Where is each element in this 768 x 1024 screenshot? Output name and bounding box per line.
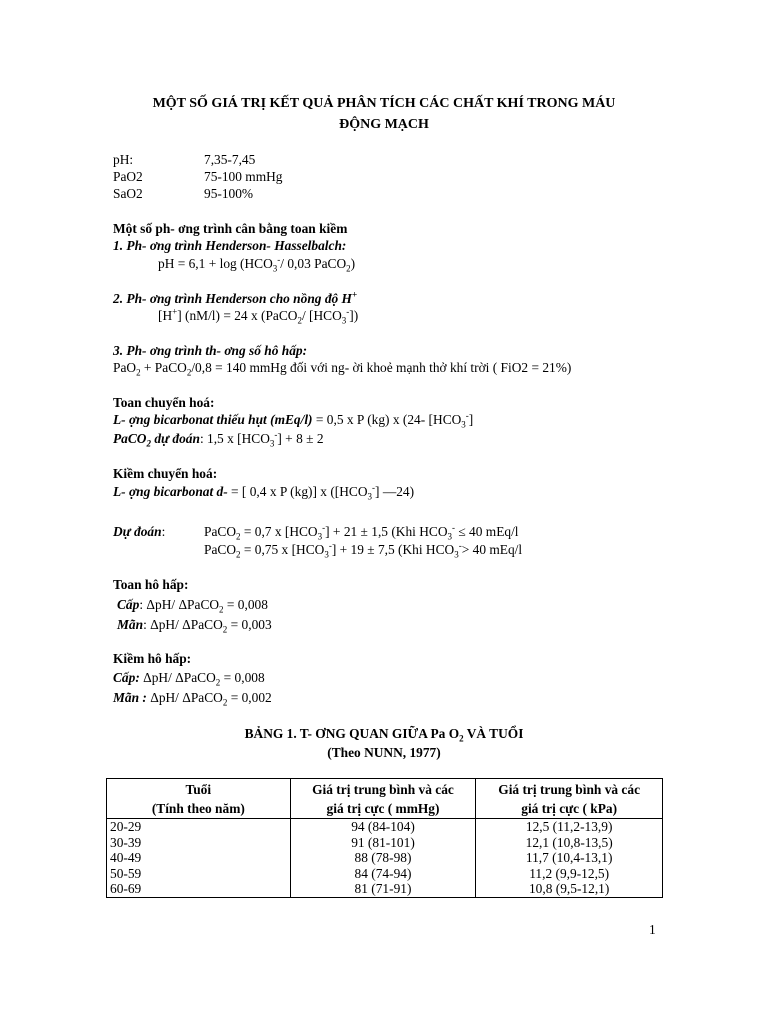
cell-mmhg: 88 (78-98)	[290, 850, 476, 866]
normal-sao2-label: SaO2	[113, 186, 143, 201]
table-row	[107, 881, 663, 897]
resp-acidosis-chronic: Mãn: ΔpH/ ΔPaCO$_2$ = 0,003	[117, 617, 272, 635]
header-age: Tuổi (Tính theo năm)	[107, 779, 291, 819]
header-kpa: Giá trị trung bình và các giá trị cực ( kPa)	[476, 779, 663, 819]
resp-alkalosis-heading: Kiềm hô hấp:	[113, 651, 192, 666]
cell-mmhg: 81 (71-91)	[290, 881, 476, 897]
resp-alkalosis-chronic: Mãn : ΔpH/ ΔPaCO$_2$ = 0,002	[113, 690, 272, 708]
header-mmhg: Giá trị trung bình và các giá trị cực ( mmHg)	[290, 779, 476, 819]
table-row	[107, 819, 663, 835]
cell-mmhg: 91 (81-101)	[290, 835, 476, 851]
cell-kpa: 12,5 (11,2-13,9)	[476, 819, 663, 835]
cell-kpa: 11,2 (9,9-12,5)	[476, 866, 663, 882]
cell-age: 50-59	[107, 866, 291, 882]
cell-age: 60-69	[107, 881, 291, 897]
normal-pao2-value: 75-100 mmHg	[204, 169, 283, 184]
cell-age: 40-49	[107, 850, 291, 866]
eq1-formula: pH = $6,1 + \log (HCO_3^-/$ 0,03 PaCO$_2$)	[158, 254, 356, 274]
table-row	[107, 866, 663, 882]
cell-mmhg: 84 (74-94)	[290, 866, 476, 882]
eq2-title: 2. Ph- ơng trình Henderson cho nồng độ H+	[113, 289, 358, 306]
table1-subtitle: (Theo NUNN, 1977)	[327, 745, 441, 760]
table1-title: BẢNG 1. T- ƠNG QUAN GIỮA Pa $O_2$ VÀ TUỔI	[244, 726, 524, 744]
bicarbonate-excess-line: L- ợng bicarbonat d- = [ 0,4 x P (kg)] x ($[HCO_3^-]$ —24)	[113, 482, 415, 502]
table-row	[107, 850, 663, 866]
bicarbonate-deficit-line: L- ợng bicarbonat thiếu hụt (mEq/l) = 0,5 x P (kg) x (24- $[HCO_3^-]$	[113, 410, 474, 430]
equations-heading: Một số ph- ơng trình cân bằng toan kiềm	[113, 221, 348, 236]
cell-kpa: 12,1 (10,8-13,5)	[476, 835, 663, 851]
paco2-predicted-line: PaCO$_2$ dự đoán: 1,5 x $[HCO_3^-] + 8 \pm 2$	[113, 429, 324, 449]
prediction-label: Dự đoán:	[113, 524, 166, 539]
normal-sao2-value: 95-100%	[204, 186, 254, 201]
table-header-row	[107, 779, 663, 819]
cell-age: 30-39	[107, 835, 291, 851]
normal-pao2-label: PaO2	[113, 169, 143, 184]
pao2-age-table	[106, 778, 663, 898]
resp-acidosis-acute: Cấp: ΔpH/ ΔPaCO$_2$ = 0,008	[117, 597, 268, 615]
cell-mmhg: 94 (84-104)	[290, 819, 476, 835]
page-title-line1: MỘT SỐ GIÁ TRỊ KẾT QUẢ PHÂN TÍCH CÁC CHẤT KHÍ TRONG MÁU	[152, 96, 616, 111]
cell-kpa: 11,7 (10,4-13,1)	[476, 850, 663, 866]
page-number: 1	[649, 922, 656, 937]
eq3-formula: PaO$_2$ + PaCO$_2$/0,8 = 140 mmHg đối với ng- ời khoẻ mạnh thở khí trời ( FiO2 = 21%)	[113, 360, 572, 378]
metabolic-acidosis-heading: Toan chuyển hoá:	[113, 395, 215, 410]
cell-age: 20-29	[107, 819, 291, 835]
prediction-line2: PaCO$_2$ = 0,75 x $[HCO_3^-] + 19 \pm 7,5$ (Khi $HCO_3^-> 40$ mEq/l	[204, 540, 523, 560]
metabolic-alkalosis-heading: Kiềm chuyển hoá:	[113, 466, 218, 481]
page-title-line2: ĐỘNG MẠCH	[339, 117, 429, 132]
cell-kpa: 10,8 (9,5-12,1)	[476, 881, 663, 897]
table-row	[107, 835, 663, 851]
resp-acidosis-heading: Toan hô hấp:	[113, 577, 189, 592]
resp-alkalosis-acute: Cấp: ΔpH/ ΔPaCO$_2$ = 0,008	[113, 670, 265, 688]
normal-ph-value: 7,35-7,45	[204, 152, 256, 167]
eq3-title: 3. Ph- ơng trình th- ơng số hô hấp:	[113, 343, 308, 358]
normal-ph-label: pH:	[113, 152, 134, 167]
prediction-line1: PaCO$_2$ = 0,7 x $[HCO_3^-] + 21 \pm 1,5$ (Khi $HCO_3^- \le 40$ mEq/l	[204, 522, 519, 542]
eq1-title: 1. Ph- ơng trình Henderson- Hasselbalch:	[113, 238, 347, 253]
eq2-formula: [H+] (nM/l) = 24 x (PaCO$_2$/ $[HCO_3^-]$)	[158, 306, 359, 326]
